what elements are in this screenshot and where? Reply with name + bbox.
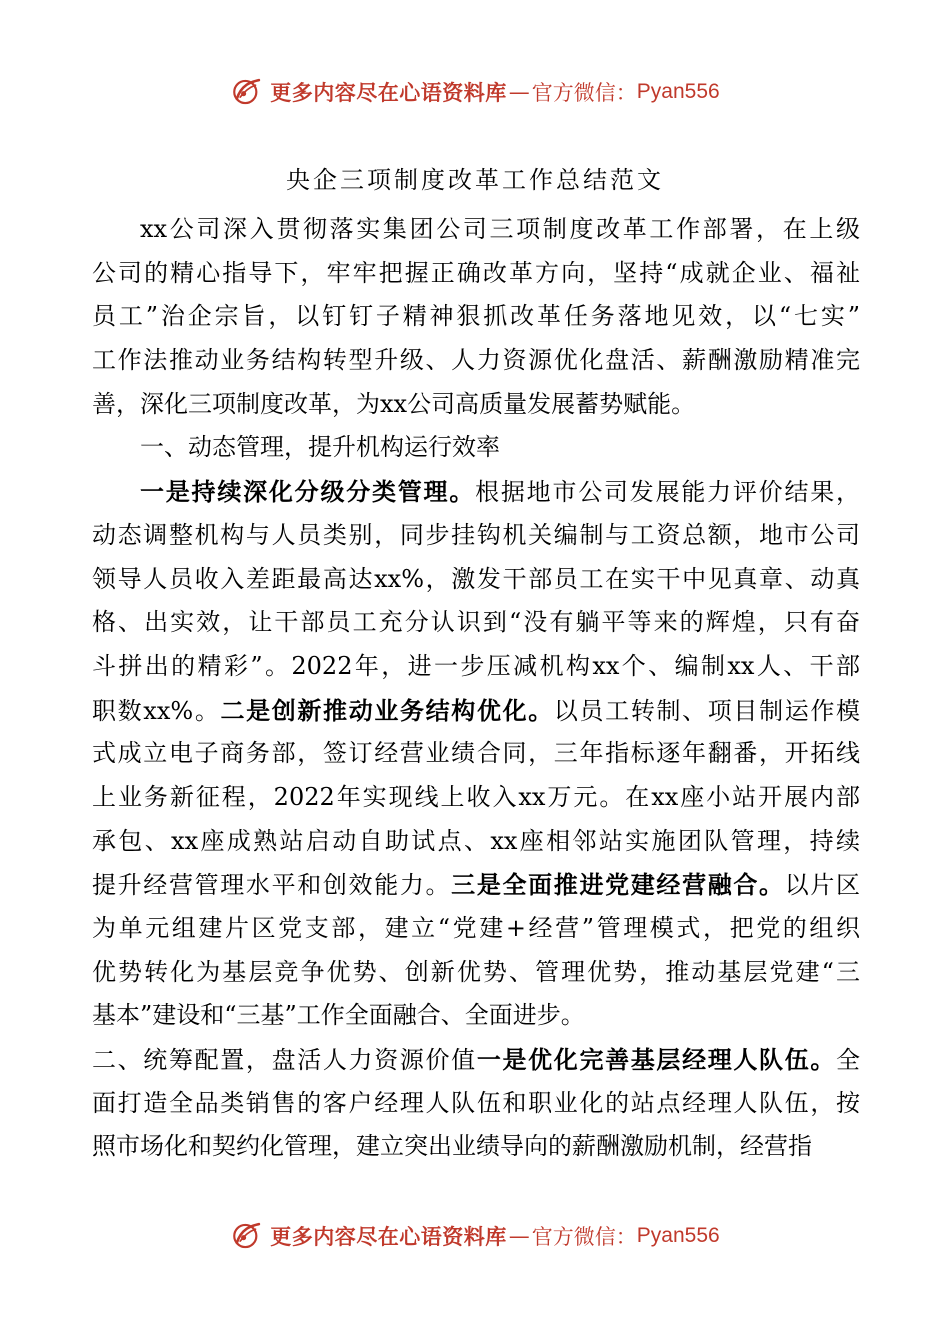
text-line xyxy=(92,907,860,951)
text-segment: 提升经营管理水平和创效能力。 xyxy=(92,871,452,900)
text-line xyxy=(92,252,860,296)
text-segment: 承包、xx座成熟站启动自助试点、xx座相邻站实施团队管理，持续 xyxy=(92,826,860,855)
text-line xyxy=(92,1038,860,1082)
text-segment: 根据地市公司发展能力评价结果， xyxy=(475,478,860,507)
bold-text-segment: 一是优化完善基层经理人队伍。 xyxy=(476,1045,836,1075)
text-line xyxy=(92,514,860,558)
document-title: 央企三项制度改革工作总结范文 xyxy=(286,166,664,194)
text-segment: xx公司深入贯彻落实集团公司三项制度改革工作部署，在上级 xyxy=(140,215,860,243)
text-line xyxy=(92,426,860,470)
header-watermark xyxy=(0,72,950,112)
text-segment: 为单元组建片区党支部，建立“党建+经营”管理模式，把党的组织 xyxy=(92,914,860,942)
text-segment: 以片区 xyxy=(784,871,860,900)
text-line xyxy=(92,994,860,1038)
text-line xyxy=(92,339,860,383)
swirl-logo-icon xyxy=(230,75,264,109)
text-line xyxy=(92,383,860,427)
text-segment: 员工”治企宗旨，以钉钉子精神狠抓改革任务落地见效，以“七实” xyxy=(92,302,860,331)
watermark-text: 更多内容尽在心语资料库 xyxy=(270,80,507,105)
text-line xyxy=(92,601,860,645)
watermark-label: 官方微信： xyxy=(531,81,637,105)
watermark-separator: — xyxy=(508,80,530,104)
watermark-separator: — xyxy=(508,1224,530,1248)
watermark-text: 更多内容尽在心语资料库 xyxy=(270,1224,507,1249)
text-segment: 一、动态管理，提升机构运行效率 xyxy=(140,433,500,462)
text-segment: 基本”建设和“三基”工作全面融合、全面进步。 xyxy=(92,1001,585,1030)
watermark-id: Pyan556 xyxy=(636,80,720,103)
bold-text-segment: 三是全面推进党建经营融合。 xyxy=(451,870,785,900)
text-segment: 职数xx%。 xyxy=(92,696,221,725)
text-line xyxy=(92,208,860,252)
text-line xyxy=(92,558,860,602)
text-line xyxy=(92,732,860,776)
text-segment: 善，深化三项制度改革，为xx公司高质量发展蓄势赋能。 xyxy=(92,389,696,418)
text-line xyxy=(92,689,860,733)
text-segment: 斗拼出的精彩”。2022年，进一步压减机构xx个、编制xx人、干部 xyxy=(92,651,860,680)
footer-watermark xyxy=(0,1216,950,1256)
text-segment: 上业务新征程，2022年实现线上收入xx万元。在xx座小站开展内部 xyxy=(92,782,860,811)
watermark-id: Pyan556 xyxy=(636,1224,720,1247)
text-segment: 照市场化和契约化管理，建立突出业绩导向的薪酬激励机制，经营指 xyxy=(92,1132,812,1161)
text-line xyxy=(92,470,860,514)
text-line xyxy=(92,776,860,820)
text-segment: 动态调整机构与人员类别，同步挂钩机关编制与工资总额，地市公司 xyxy=(92,520,860,549)
bold-text-segment: 二是创新推动业务结构优化。 xyxy=(220,695,554,725)
text-segment: 优势转化为基层竞争优势、创新优势、管理优势，推动基层党建“三 xyxy=(92,957,860,986)
text-segment: 以员工转制、项目制运作模 xyxy=(553,696,860,725)
text-segment: 工作法推动业务结构转型升级、人力资源优化盘活、薪酬激励精准完 xyxy=(92,346,860,375)
text-segment: 面打造全品类销售的客户经理人队伍和职业化的站点经理人队伍，按 xyxy=(92,1088,860,1117)
text-line xyxy=(92,1082,860,1126)
document-body xyxy=(92,208,860,1169)
watermark-label: 官方微信： xyxy=(531,1225,637,1249)
text-line xyxy=(92,951,860,995)
text-line xyxy=(92,863,860,907)
text-segment: 公司的精心指导下，牢牢把握正确改革方向，坚持“成就企业、福祉 xyxy=(92,258,860,287)
text-segment: 全 xyxy=(836,1046,860,1075)
text-line xyxy=(92,295,860,339)
text-line xyxy=(92,645,860,689)
text-segment: 领导人员收入差距最高达xx%，激发干部员工在实干中见真章、动真 xyxy=(92,564,860,593)
text-segment: 格、出实效，让干部员工充分认识到“没有躺平等来的辉煌，只有奋 xyxy=(92,608,860,637)
bold-text-segment: 一是持续深化分级分类管理。 xyxy=(140,477,476,507)
text-segment: 二、统筹配置，盘活人力资源价值 xyxy=(92,1046,477,1075)
text-line xyxy=(92,820,860,864)
text-line xyxy=(92,1125,860,1169)
swirl-logo-icon xyxy=(230,1219,264,1253)
text-segment: 式成立电子商务部，签订经营业绩合同，三年指标逐年翻番，开拓线 xyxy=(92,739,860,768)
